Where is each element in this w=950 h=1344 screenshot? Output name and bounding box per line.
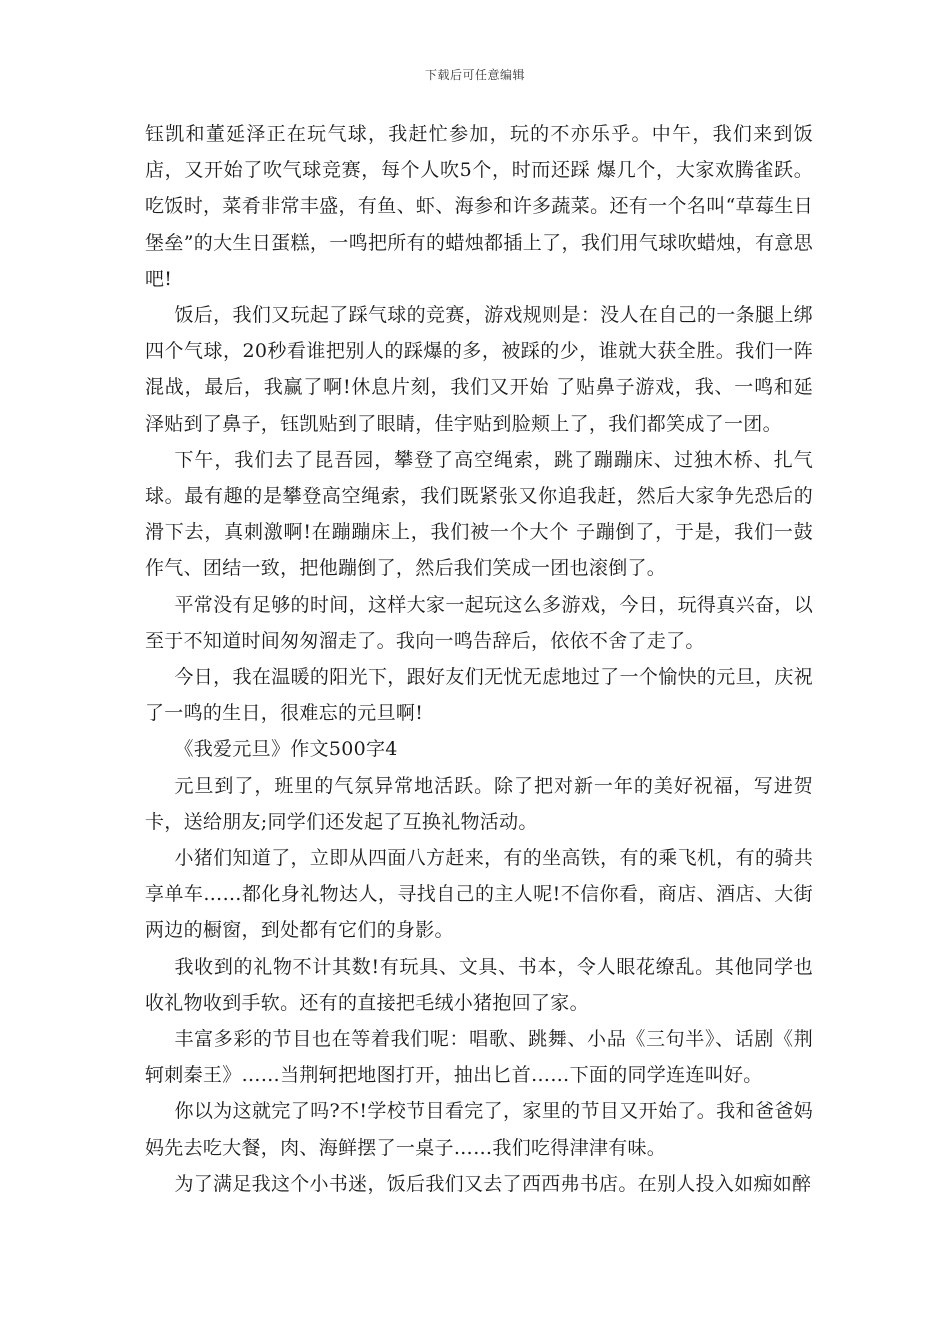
paragraph: 下午，我们去了昆吾园，攀登了高空绳索，跳了蹦蹦床、过独木桥、扎气球。最有趣的是攀登高空绳索，我们既紧张又你追我赶，然后大家争先恐后的滑下去，真刺激啊!在蹦蹦床上，我们被一个大个 子蹦倒了，于是，我们一鼓作气、团结一致，把他蹦倒了，然后我们笑成一团也滚倒了。	[145, 448, 813, 580]
paragraph: 我收到的礼物不计其数!有玩具、文具、书本，令人眼花缭乱。其他同学也收礼物收到手软。还有的直接把毛绒小猪抱回了家。	[145, 955, 813, 1014]
paragraph: 饭后，我们又玩起了踩气球的竞赛，游戏规则是：没人在自己的一条腿上绑四个气球，20秒看谁把别人的踩爆的多，被踩的少，谁就大获全胜。我们一阵混战，最后，我赢了啊!休息片刻，我们又开始 了贴鼻子游戏，我、一鸣和延泽贴到了鼻子，钰凯贴到了眼睛，佳宇贴到脸颊上了，我们都笑成了一团。	[145, 304, 813, 435]
section-title: 《我爱元旦》作文500字4	[174, 738, 398, 761]
paragraph: 你以为这就完了吗?不!学校节目看完了，家里的节目又开始了。我和爸爸妈妈先去吃大餐，肉、海鲜摆了一桌子……我们吃得津津有味。	[145, 1100, 813, 1159]
paragraph: 丰富多彩的节目也在等着我们呢：唱歌、跳舞、小品《三句半》、话剧《荆轲刺秦王》……当荆轲把地图打开，抽出匕首……下面的同学连连叫好。	[145, 1028, 813, 1087]
paragraph: 平常没有足够的时间，这样大家一起玩这么多游戏，今日，玩得真兴奋，以至于不知道时间匆匆溜走了。我向一鸣告辞后，依依不舍了走了。	[145, 593, 813, 652]
paragraph: 元旦到了，班里的气氛异常地活跃。除了把对新一年的美好祝福，写进贺卡，送给朋友;同学们还发起了互换礼物活动。	[145, 774, 813, 833]
document-body	[145, 116, 813, 1202]
page-header: 下载后可任意编辑	[424, 68, 525, 82]
paragraph: 钰凯和董延泽正在玩气球，我赶忙参加，玩的不亦乐乎。中午，我们来到饭店，又开始了吹气球竞赛，每个人吹5个，时而还踩 爆几个，大家欢腾雀跃。吃饭时，菜肴非常丰盛，有鱼、虾、海参和许多蔬菜。还有一个名叫“草莓生日堡垒”的大生日蛋糕，一鸣把所有的蜡烛都插上了，我们用气球吹蜡烛，有意思吧!	[145, 123, 813, 290]
paragraph: 小猪们知道了，立即从四面八方赶来，有的坐高铁，有的乘飞机，有的骑共享单车……都化身礼物达人，寻找自己的主人呢!不信你看，商店、酒店、大街两边的橱窗，到处都有它们的身影。	[145, 847, 813, 942]
paragraph: 为了满足我这个小书迷，饭后我们又去了西西弗书店。在别人投入如痴如醉	[174, 1172, 812, 1195]
paragraph: 今日，我在温暖的阳光下，跟好友们无忧无虑地过了一个愉快的元旦，庆祝了一鸣的生日，很难忘的元旦啊!	[145, 666, 813, 725]
